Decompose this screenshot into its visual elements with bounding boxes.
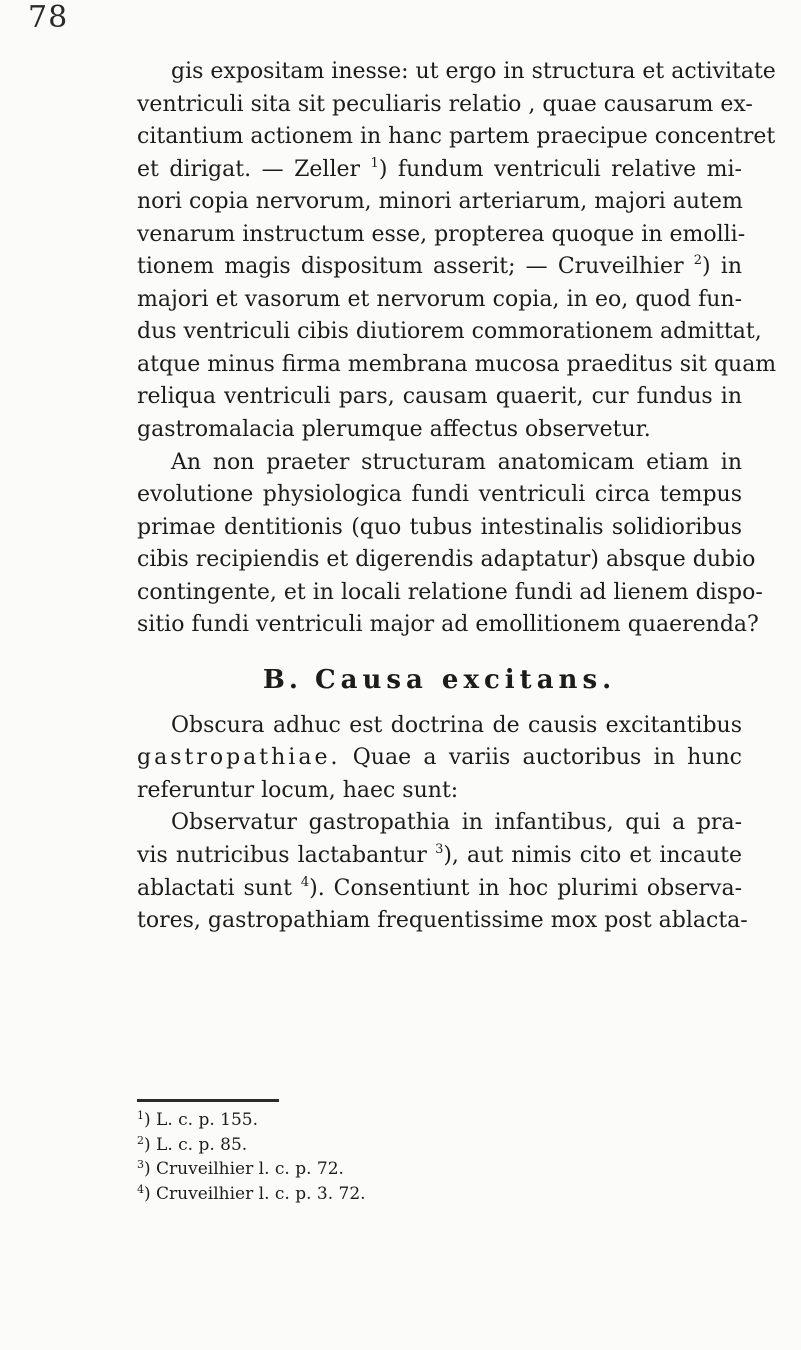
footnote-number: 4 <box>137 1182 144 1196</box>
footnote <box>137 1157 366 1182</box>
text-fragment: ), aut nimis cito et incaute <box>443 843 742 869</box>
footnote-divider <box>137 1099 279 1102</box>
footnote-marker: 4 <box>300 874 310 890</box>
text-line <box>137 873 742 906</box>
footnote-reference: ) L. c. p. 85. <box>144 1134 248 1155</box>
text-line: nori copia nervorum, minori arteriarum, majori autem <box>137 189 743 215</box>
text-line: An non praeter structuram anatomicam etiam in <box>171 449 742 475</box>
section-title: Causa excitans. <box>314 664 617 695</box>
footnote <box>137 1108 366 1133</box>
body-text <box>137 56 777 938</box>
text-fragment: ablactati sunt <box>137 875 301 901</box>
emphasized-term: gastropathiae. <box>137 745 341 771</box>
text-line: tores, gastropathiam frequentissime mox post ablacta- <box>137 908 748 934</box>
text-line: cibis recipiendis et digerendis adaptatur) absque dubio <box>137 547 756 573</box>
paragraph-evolution <box>137 447 763 642</box>
text-line: Observatur gastropathia in infantibus, qui a pra- <box>171 810 742 836</box>
text-line: evolutione physiologica fundi ventriculi circa tempus <box>137 482 742 508</box>
text-line: citantium actionem in hanc partem praecipue concentret <box>137 124 776 150</box>
text-line: primae dentitionis (quo tubus intestinalis solidioribus <box>137 514 742 540</box>
text-line: sitio fundi ventriculi major ad emollitionem quaerenda? <box>137 612 759 638</box>
text-line: atque minus firma membrana mucosa praeditus sit quam <box>137 351 777 377</box>
text-line <box>137 840 742 873</box>
text-line: referuntur locum, haec sunt: <box>137 777 459 803</box>
text-fragment: et dirigat. — Zeller <box>137 156 371 182</box>
footnote-number: 3 <box>137 1158 144 1171</box>
footnote-marker: 2 <box>693 253 703 269</box>
footnote <box>137 1182 366 1207</box>
section-heading <box>137 650 742 710</box>
footnote-reference: ) Cruveilhier l. c. p. 3. 72. <box>144 1183 366 1204</box>
text-fragment: ) in <box>702 254 742 280</box>
text-line: dus ventriculi cibis diutiorem commorationem admittat, <box>137 319 762 345</box>
footnote-marker: 3 <box>435 842 444 858</box>
footnote-reference: ) L. c. p. 155. <box>144 1110 259 1130</box>
text-line: gastromalacia plerumque affectus observetur. <box>137 417 651 443</box>
paragraph-structure <box>137 56 777 447</box>
text-fragment: tionem magis dispositum asserit; — Cruveilhier <box>137 254 694 280</box>
footnotes <box>137 1108 366 1206</box>
text-line: contingente, et in locali relatione fundi ad lienem dispo- <box>137 579 763 605</box>
text-fragment: vis nutricibus lactabantur <box>137 843 436 869</box>
footnote-number: 1 <box>137 1109 144 1122</box>
text-line <box>137 742 742 775</box>
text-line <box>137 154 742 187</box>
footnote-reference: ) Cruveilhier l. c. p. 72. <box>144 1159 344 1179</box>
footnote <box>137 1133 366 1158</box>
text-fragment: ) fundum ventriculi relative mi- <box>378 156 742 182</box>
text-fragment: ). Consentiunt in hoc plurimi observa- <box>309 875 742 901</box>
text-line: Obscura adhuc est doctrina de causis excitantibus <box>171 712 742 738</box>
text-line: gis expositam inesse: ut ergo in structura et activitate <box>171 59 776 84</box>
section-letter: B. <box>262 664 302 695</box>
page-number: 78 <box>28 0 69 35</box>
footnote-number: 2 <box>137 1133 144 1147</box>
footnote-marker: 1 <box>370 155 379 171</box>
paragraph-observations <box>137 807 748 937</box>
paragraph-doctrine <box>137 710 742 808</box>
text-line: ventriculi sita sit peculiaris relatio , quae causarum ex- <box>137 91 753 117</box>
text-line: venarum instructum esse, propterea quoque in emolli- <box>137 221 746 247</box>
text-line <box>137 251 742 284</box>
text-fragment: Quae a variis auctoribus in hunc <box>340 745 742 771</box>
text-line: majori et vasorum et nervorum copia, in eo, quod fun- <box>137 286 742 312</box>
text-line: reliqua ventriculi pars, causam quaerit, cur fundus in <box>137 384 742 410</box>
